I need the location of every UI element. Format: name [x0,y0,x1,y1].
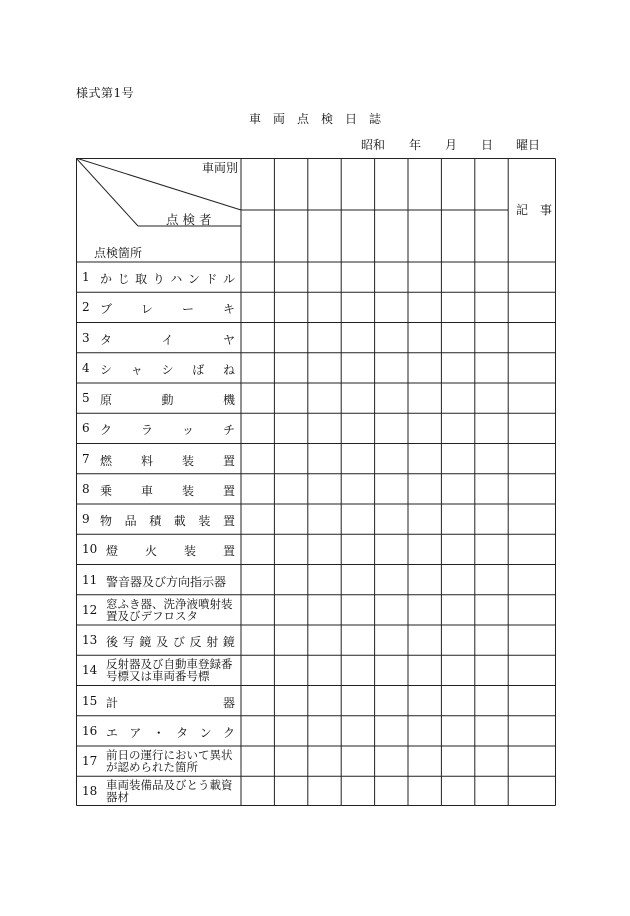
item-label-char: タ [100,332,113,347]
item-label [100,512,235,529]
item-label-char: イ [161,332,174,347]
item-label-char: ア [129,725,142,740]
item-label-char: 器 [222,695,235,710]
item-number: 17 [82,754,98,768]
item-label [100,482,235,499]
item-label [106,633,235,650]
item-label-char: ば [192,362,205,377]
item-label-char: ャ [130,362,143,377]
item-label: 前日の運行において異状が認められた箇所 [106,748,233,774]
item-label-char: ン [187,272,200,286]
header-notes-label: 記 事 [516,203,553,217]
item-label-char: ラ [140,423,153,438]
item-label-char: ン [199,725,212,740]
item-label-char: 写 [122,635,135,649]
item-label-char: ね [222,362,235,377]
item-number: 9 [82,512,90,526]
item-label [100,300,235,317]
item-label-char: 置 [222,544,235,559]
item-label: 反射器及び自動車登録番号標又は車両番号標 [106,657,233,684]
item-label-char: 及 [156,635,169,649]
item-label-char: り [152,272,165,286]
item-label-char: シ [161,362,174,377]
item-label-char: か [100,272,113,286]
item-number: 11 [82,572,98,587]
item-label-char: ク [222,725,235,740]
item-number: 7 [82,451,90,466]
item-number: 6 [82,421,90,436]
item-label-char: 物 [100,514,113,528]
date-weekday: 曜日 [516,138,541,152]
item-label-char: び [172,635,185,649]
item-label-char: 取 [135,272,148,286]
item-number: 2 [82,300,90,315]
item-label-char: チ [222,423,235,438]
item-label-char: ・ [152,725,165,740]
item-label-char: ッ [181,423,194,438]
item-label-char: 鏡 [139,635,152,649]
item-label-char: ク [100,423,113,438]
item-label-char: 装 [181,453,194,468]
title-char: 検 [321,112,334,126]
item-number: 1 [82,270,90,284]
item-label-char: ー [181,302,194,317]
item-label-char: 後 [106,635,119,649]
item-label-char: ハ [170,272,183,286]
item-label-char: 射 [206,635,219,649]
item-label-char: 置 [222,453,235,468]
item-label-char: 燈 [106,544,119,559]
item-label-char: レ [140,302,153,317]
item-number: 18 [82,784,98,799]
item-label-char: 計 [106,695,119,710]
item-label-char: 機 [222,393,235,407]
item-label-char: 鏡 [222,635,235,649]
title-char: 点 [296,112,309,126]
item-label-char: 原 [100,393,113,407]
item-label-char: 装 [181,483,194,498]
header-location-label: 点検箇所 [94,246,143,260]
item-label-char: ル [222,272,235,286]
item-label-char: 車 [140,483,153,498]
item-label-char: 料 [140,453,153,468]
item-label-char: タ [176,725,189,740]
item-label [106,542,235,559]
item-label: 窓ふき器、洗浄液噴射装置及びデフロスタ [106,596,233,623]
item-label-char: 反 [189,635,202,649]
item-label [100,391,235,408]
item-label-char: 載 [173,514,186,528]
item-label [100,361,235,378]
item-label-char: キ [222,302,235,317]
inspection-table [76,158,556,806]
title-char: 車 [248,112,261,126]
item-number: 16 [82,723,98,738]
date-day: 日 [481,138,494,152]
header-vehicle-label: 車両別 [202,161,239,175]
item-number: 12 [82,602,98,617]
item-label [100,270,235,287]
item-label-char: 乗 [100,483,113,498]
item-label [106,724,235,741]
item-label-char: 動 [161,393,174,407]
item-number: 10 [82,542,98,557]
item-label: 車両装備品及びとう載資器材 [106,778,233,805]
item-label-char: 火 [144,544,157,559]
document-title [0,110,630,127]
item-label-char: 品 [124,514,137,528]
date-month: 月 [445,138,458,152]
item-number: 5 [82,391,90,405]
item-number: 15 [82,693,98,708]
item-number: 13 [82,633,98,647]
item-label: 警音器及び方向指示器 [106,574,227,589]
item-label [106,694,235,711]
item-label [100,421,235,438]
item-label-char: 置 [222,483,235,498]
header-inspector-label: 点 検 者 [166,212,212,227]
item-label-char: エ [106,725,119,740]
title-char: 両 [272,112,285,126]
item-label-char: じ [117,272,130,286]
item-label-char: 積 [149,514,162,528]
item-label-char: ド [205,272,218,286]
item-label-char: ヤ [222,332,235,347]
date-era: 昭和 [361,138,386,152]
item-label-char: シ [100,362,113,377]
item-label-char: 置 [222,514,235,528]
item-label-char: 装 [183,544,196,559]
title-char: 日 [345,112,358,126]
date-year: 年 [409,138,422,152]
title-char: 誌 [369,112,382,126]
item-label-char: 燃 [100,453,113,468]
item-label [100,331,235,348]
item-number: 4 [82,360,90,375]
item-label-char: 装 [198,514,211,528]
item-label [100,452,235,469]
item-number: 8 [82,481,90,496]
item-number: 3 [82,330,90,345]
item-label-char: ブ [100,302,113,317]
form-number: 様式第1号 [76,86,135,100]
item-number: 14 [82,663,98,678]
